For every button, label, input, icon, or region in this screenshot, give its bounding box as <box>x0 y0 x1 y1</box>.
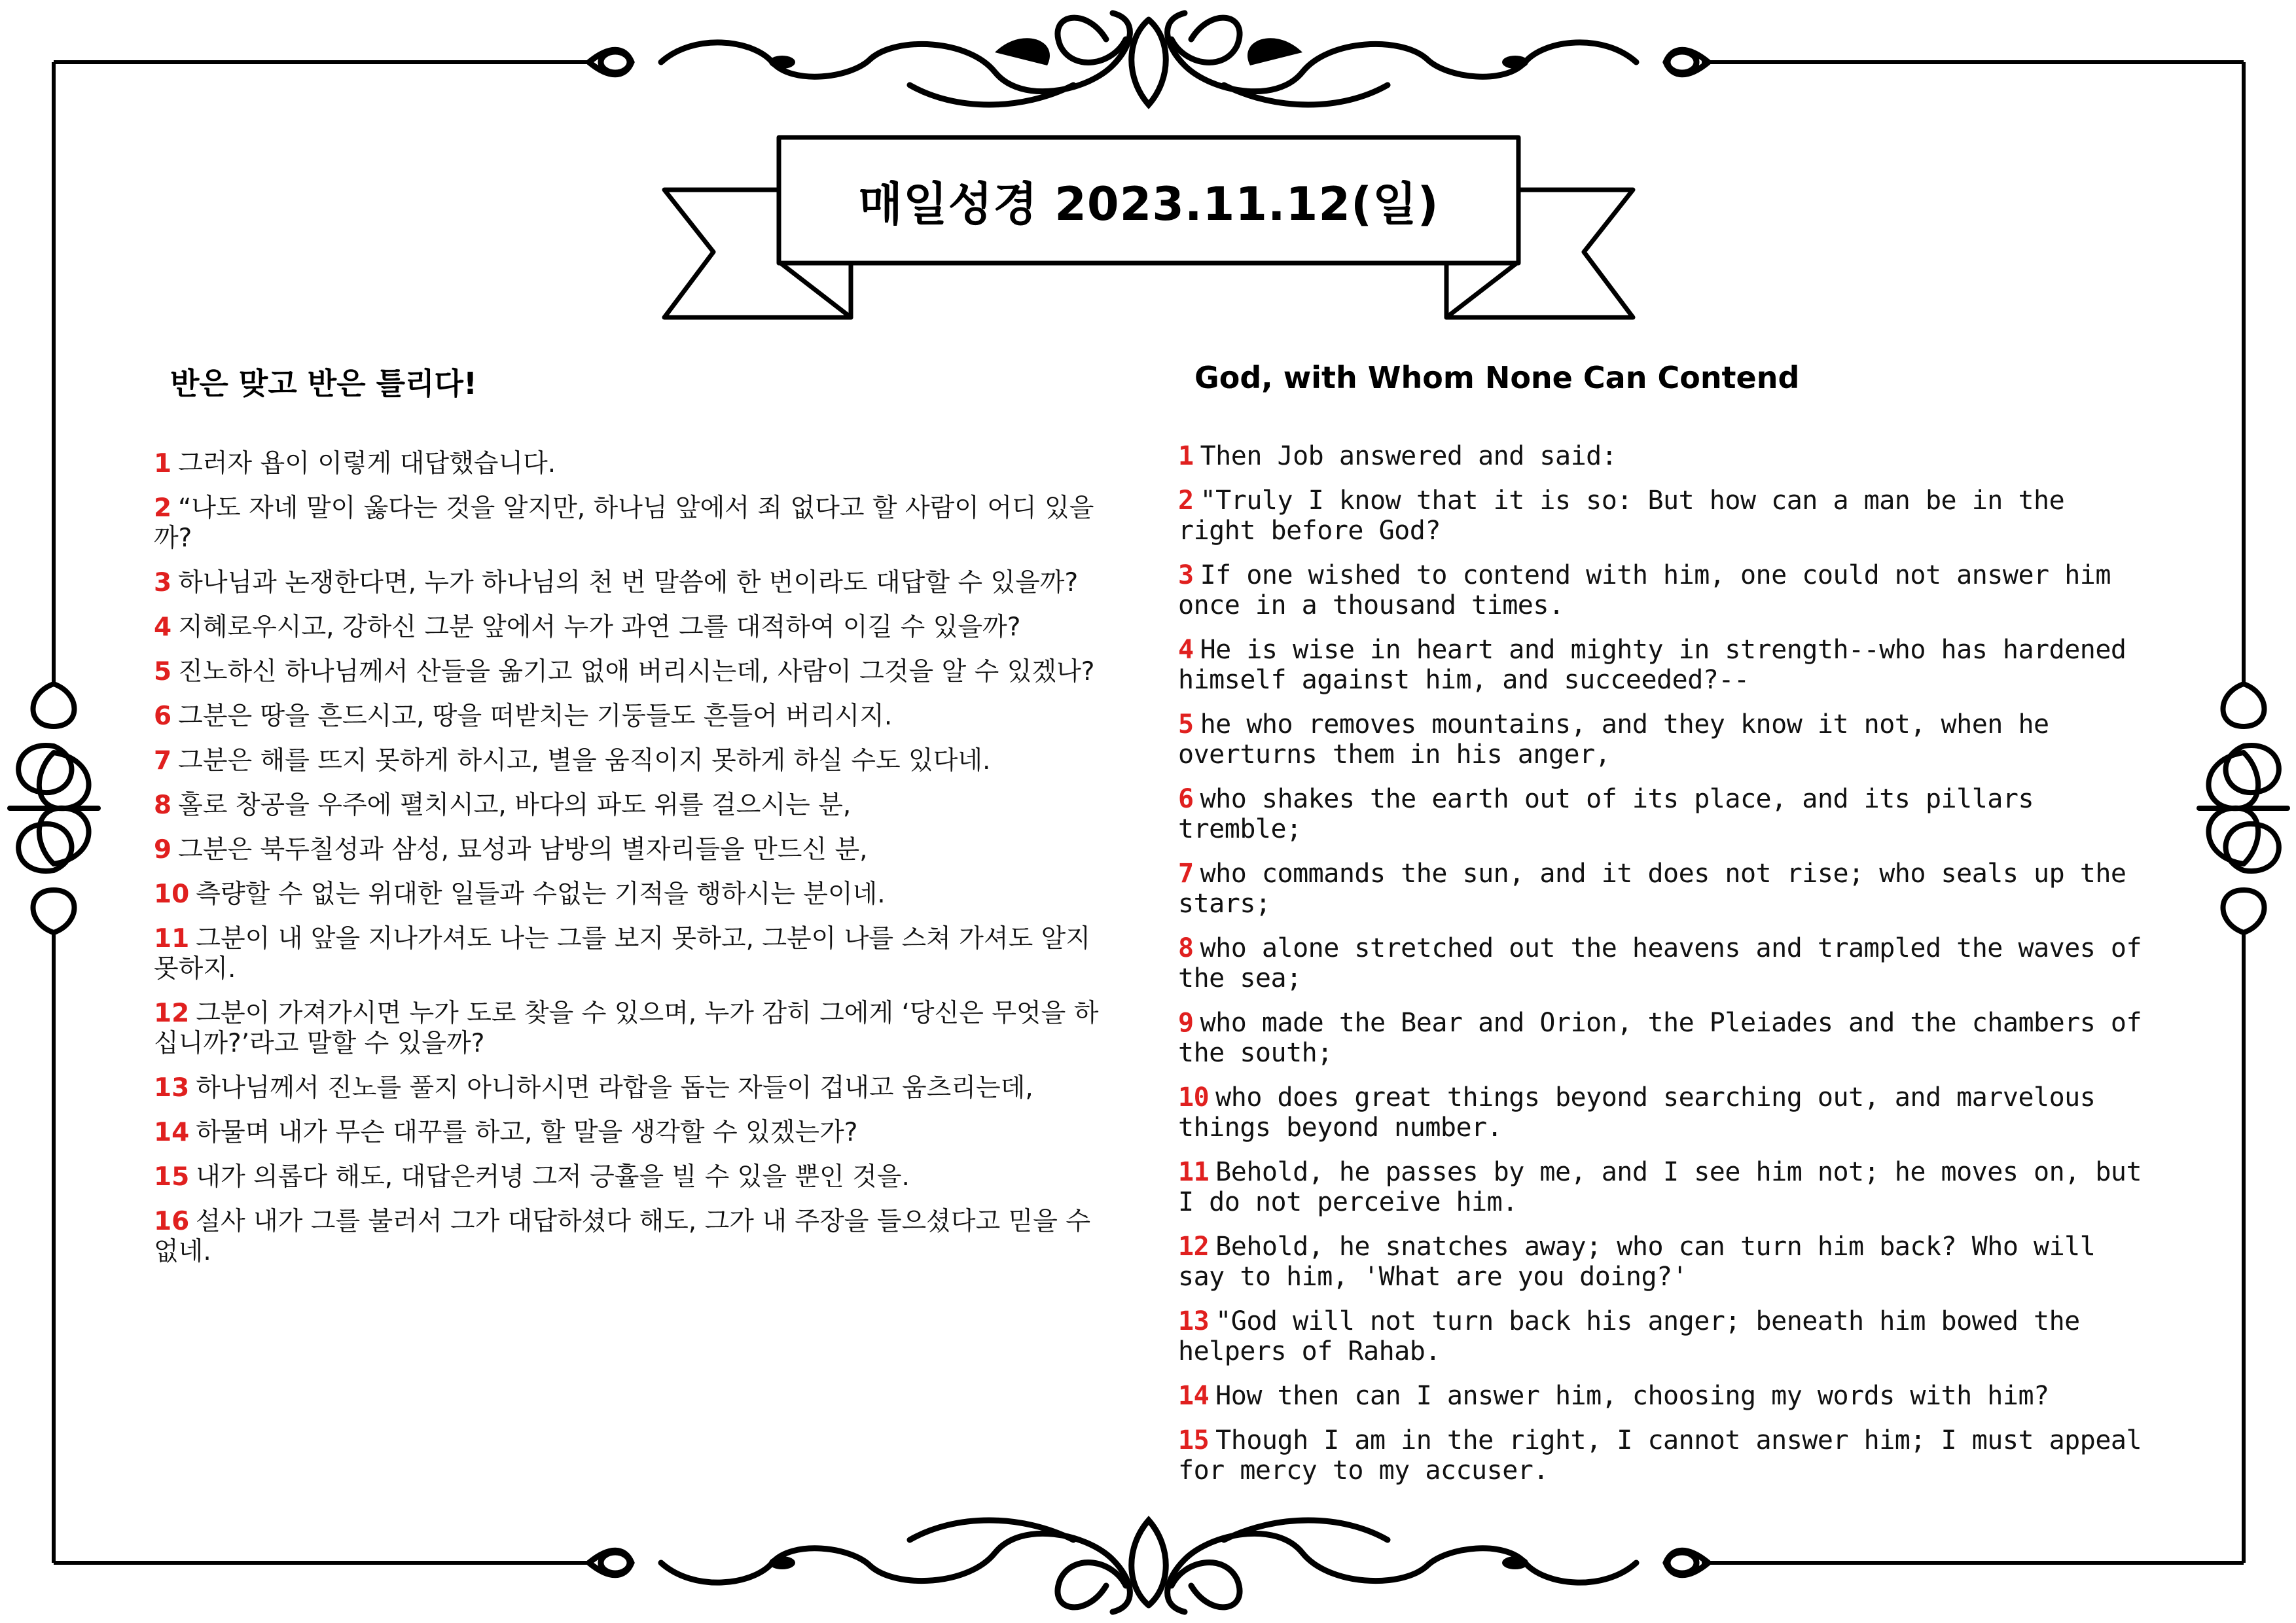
verse-text: he who removes mountains, and they know it not, when he overturns them in his anger, <box>1178 709 2049 770</box>
verse-text: 설사 내가 그를 불러서 그가 대답하셨다 해도, 그가 내 주장을 들으셨다고 믿을 수 없네. <box>154 1207 1091 1266</box>
verse-number: 7 <box>154 746 172 776</box>
page-title: 매일성경 2023.11.12(일) <box>858 177 1439 231</box>
top-flourish <box>589 13 1708 105</box>
verse-number: 9 <box>1178 1008 1194 1038</box>
verse-item <box>1178 1425 2147 1486</box>
verse-number: 1 <box>154 449 172 478</box>
verse-item <box>154 791 1122 821</box>
verse-item <box>154 493 1122 554</box>
verse-item <box>154 880 1122 910</box>
verse-text: 그분은 해를 뜨지 못하게 하시고, 별을 움직이지 못하게 하실 수도 있다네. <box>178 746 991 776</box>
verse-text: 그분은 북두칠성과 삼성, 묘성과 남방의 별자리들을 만드신 분, <box>178 835 868 865</box>
verse-number: 11 <box>1178 1157 1210 1187</box>
verse-item <box>1178 1082 2147 1143</box>
verse-number: 13 <box>1178 1306 1210 1336</box>
verse-number: 4 <box>154 613 172 642</box>
verse-number: 10 <box>154 880 190 909</box>
verse-item <box>154 657 1122 687</box>
verse-text: "Truly I know that it is so: But how can a man be in the right before God? <box>1178 486 2065 546</box>
verse-text: who made the Bear and Orion, the Pleiades and the chambers of the south; <box>1178 1008 2142 1068</box>
verse-item <box>1178 635 2147 695</box>
left-side-flourish <box>10 684 98 933</box>
verse-item <box>1178 1232 2147 1292</box>
verse-text: Behold, he snatches away; who can turn him back? Who will say to him, 'What are you doing?' <box>1178 1232 2096 1292</box>
korean-verse-list <box>154 449 1122 1267</box>
verse-item <box>1178 1008 2147 1068</box>
verse-text: “나도 자네 말이 옳다는 것을 알지만, 하나님 앞에서 죄 없다고 할 사람이 어디 있을까? <box>154 493 1094 553</box>
korean-heading: 반은 맞고 반은 틀리다! <box>170 366 477 401</box>
verse-item <box>154 1073 1122 1103</box>
verse-item <box>154 1118 1122 1148</box>
verse-item <box>154 746 1122 776</box>
verse-item <box>1178 859 2147 919</box>
verse-number: 7 <box>1178 859 1194 889</box>
verse-text: 그분은 땅을 흔드시고, 땅을 떠받치는 기둥들도 흔들어 버리시지. <box>178 702 893 731</box>
verse-number: 8 <box>1178 933 1194 963</box>
verse-item <box>1178 560 2147 620</box>
verse-text: He is wise in heart and mighty in strength--who has hardened himself against him, and succeeded?-- <box>1178 635 2126 695</box>
verse-number: 11 <box>154 924 190 954</box>
verse-text: 그러자 욥이 이렇게 대답했습니다. <box>178 449 556 478</box>
verse-text: 하나님과 논쟁한다면, 누가 하나님의 천 번 말씀에 한 번이라도 대답할 수 있을까? <box>178 568 1079 597</box>
verse-number: 2 <box>154 493 172 523</box>
verse-number: 15 <box>154 1162 190 1192</box>
verse-text: 그분이 내 앞을 지나가셔도 나는 그를 보지 못하고, 그분이 나를 스쳐 가셔도 알지 못하지. <box>154 924 1091 984</box>
verse-text: who shakes the earth out of its place, and its pillars tremble; <box>1178 784 2034 844</box>
verse-number: 6 <box>154 702 172 731</box>
english-column <box>1178 360 2147 1500</box>
verse-item <box>154 924 1122 984</box>
verse-text: Though I am in the right, I cannot answer him; I must appeal for mercy to my accuser. <box>1178 1425 2142 1486</box>
verse-number: 4 <box>1178 635 1194 665</box>
verse-text: 그분이 가져가시면 누가 도로 찾을 수 있으며, 누가 감히 그에게 ‘당신은 무엇을 하십니까?’라고 말할 수 있을까? <box>154 999 1099 1058</box>
verse-text: who alone stretched out the heavens and trampled the waves of the sea; <box>1178 933 2142 993</box>
bottom-flourish <box>589 1520 1708 1612</box>
verse-number: 3 <box>1178 560 1194 590</box>
verse-text: If one wished to contend with him, one could not answer him once in a thousand times. <box>1178 560 2111 620</box>
verse-text: How then can I answer him, choosing my words with him? <box>1215 1381 2049 1411</box>
verse-item <box>1178 1381 2147 1411</box>
verse-number: 12 <box>154 999 190 1028</box>
verse-item <box>1178 486 2147 546</box>
verse-item <box>1178 441 2147 471</box>
verse-number: 3 <box>154 568 172 597</box>
verse-text: 하나님께서 진노를 풀지 아니하시면 라합을 돕는 자들이 겁내고 움츠리는데, <box>196 1073 1033 1103</box>
verse-number: 2 <box>1178 486 1194 516</box>
verse-item <box>154 999 1122 1059</box>
verse-number: 5 <box>1178 709 1194 740</box>
verse-number: 6 <box>1178 784 1194 814</box>
english-heading: God, with Whom None Can Contend <box>1194 360 1800 395</box>
verse-text: 홀로 창공을 우주에 펼치시고, 바다의 파도 위를 걸으시는 분, <box>178 791 852 820</box>
verse-number: 16 <box>154 1207 190 1236</box>
verse-number: 8 <box>154 791 172 820</box>
verse-text: Behold, he passes by me, and I see him not; he moves on, but I do not perceive him. <box>1178 1157 2142 1217</box>
verse-number: 9 <box>154 835 172 865</box>
verse-text: who does great things beyond searching out, and marvelous things beyond number. <box>1178 1082 2096 1143</box>
verse-number: 14 <box>154 1118 190 1147</box>
verse-item <box>154 1162 1122 1192</box>
verse-text: 지혜로우시고, 강하신 그분 앞에서 누가 과연 그를 대적하여 이길 수 있을까? <box>178 613 1021 642</box>
verse-item <box>154 1207 1122 1267</box>
verse-item <box>154 568 1122 598</box>
verse-number: 5 <box>154 657 172 687</box>
verse-item <box>1178 1157 2147 1217</box>
verse-number: 1 <box>1178 441 1194 471</box>
korean-column <box>154 360 1122 1281</box>
verse-text: "God will not turn back his anger; beneath him bowed the helpers of Rahab. <box>1178 1306 2080 1366</box>
right-side-flourish <box>2199 684 2287 933</box>
verse-text: who commands the sun, and it does not rise; who seals up the stars; <box>1178 859 2126 919</box>
verse-number: 14 <box>1178 1381 1210 1411</box>
verse-item <box>1178 784 2147 844</box>
verse-item <box>1178 933 2147 993</box>
english-verse-list <box>1178 441 2147 1486</box>
verse-number: 10 <box>1178 1082 1210 1113</box>
verse-text: 내가 의롭다 해도, 대답은커녕 그저 긍휼을 빌 수 있을 뿐인 것을. <box>196 1162 910 1192</box>
verse-text: 진노하신 하나님께서 산들을 옮기고 없애 버리시는데, 사람이 그것을 알 수 있겠나? <box>178 657 1095 687</box>
verse-item <box>1178 1306 2147 1366</box>
verse-number: 15 <box>1178 1425 1210 1455</box>
verse-number: 12 <box>1178 1232 1210 1262</box>
verse-item <box>154 613 1122 643</box>
verse-item <box>154 702 1122 732</box>
verse-item <box>1178 709 2147 770</box>
verse-text: Then Job answered and said: <box>1200 441 1617 471</box>
verse-item <box>154 835 1122 865</box>
verse-number: 13 <box>154 1073 190 1103</box>
verse-item <box>154 449 1122 479</box>
verse-text: 하물며 내가 무슨 대꾸를 하고, 할 말을 생각할 수 있겠는가? <box>196 1118 858 1147</box>
verse-text: 측량할 수 없는 위대한 일들과 수없는 기적을 행하시는 분이네. <box>196 880 886 909</box>
